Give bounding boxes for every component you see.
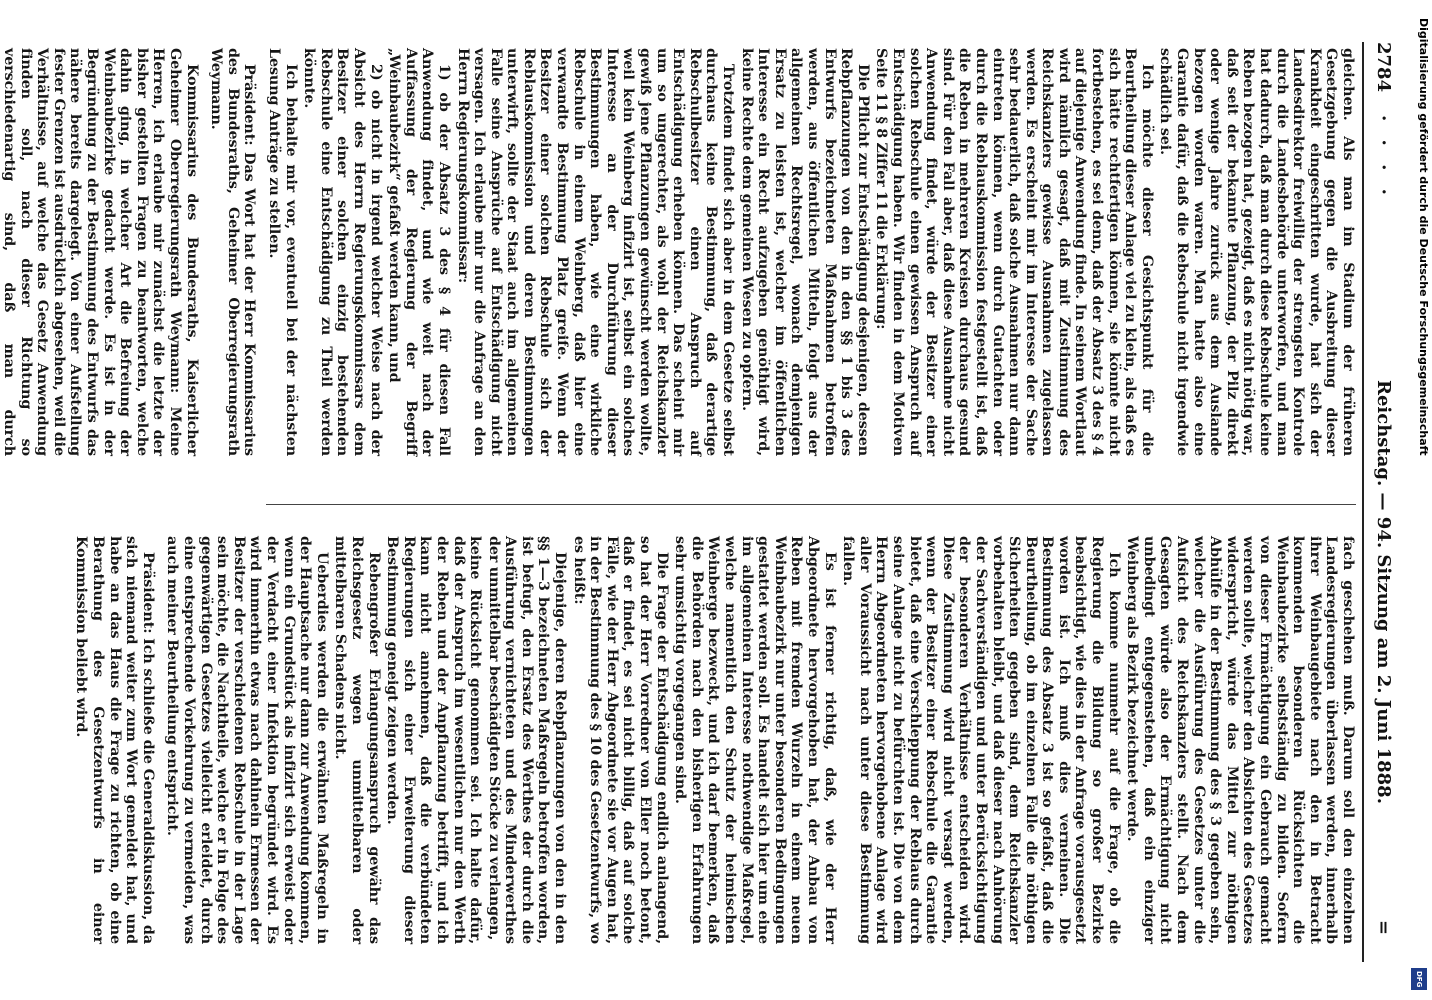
paragraph: gleichen. Als man im Stadium der früheren Gesetzgebung gegen die Ausbreitung dieser Krankheit eingeschritten wurde, hat sich der Landesdirektor freiwillig der strengsten Kontrole durch die Landesbehörde unterworfen, und man hat dadurch, daß man durch diese Rebschule keine Reben bezogen hat, gezeigt, daß es nicht nötig war, daß seit der bekannte Pflanzung, der Pilz direkt oder wenige Jahre zurück aus dem Auslande bezogen worden waren. Man hatte also eine Garantie dafür, daß die Rebschule nicht irgendwie schädlich sei. bbox=[1157, 48, 1356, 456]
paragraph: Die Frage der Entschädigung endlich anlangend, so hat der Herr Vorredner von Eller noch betont, daß er findet, es sei nicht billig, daß auf solche Fälle, wie der Herr Abgeordnete sie vor Augen hat, in der Bestimmung des § 10 des Gesetzentwurfs, wo es heißt: bbox=[570, 536, 670, 944]
paragraph: Präsident: Ich schließe die Generaldiskussion, da sich niemand weiter zum Wort gemeldet hat, und habe an das Haus die Frage zu richten, ob eine Berathung des Gesetzentwurfs in einer Kommission beliebt wird. bbox=[73, 536, 156, 944]
left-column bbox=[1, 48, 1356, 456]
header-rule bbox=[1362, 42, 1364, 962]
header-dashes: · · · · bbox=[1373, 115, 1394, 201]
paragraph: Ich komme nunmehr auf die Frage, ob die Regierung die Bildung so großer Bezirke beabsichtigt, wie dies in der Anfrage vorausgesetzt worden ist. Ich muß dies verneinen. Die Bestimmung des Absatz 3 ist so gefaßt, daß die Beurtheilung, ob im einzelnen Falle die nöthigen Sicherheiten gegeben sind, dem Reichskanzler vorbehalten bleibt, und daß dieser nach Anhörung der Sachverständigen und unter Berücksichtigung der besonderen Verhältnisse entscheiden wird. Diese Zustimmung wird nicht versagt werden, wenn der Besitzer einer Rebschule die Garantie bietet, daß eine Verschleppung der Reblaus durch seine Anlage nicht zu befürchten ist. Die von dem Herrn Abgeordneten hervorgehobene Anlage wird aller Voraussicht nach unter diese Bestimmung fallen. bbox=[840, 536, 1122, 944]
header-mark: = bbox=[1373, 920, 1394, 936]
document-page bbox=[0, 20, 1400, 980]
page-number: 2784 bbox=[1373, 42, 1394, 93]
paragraph: Rebengroßer Erlangungsanspruch gewähr das Reichsgesetz wegen unmittelbaren oder mittelbaren Schadens nicht. bbox=[332, 536, 382, 944]
paragraph: Die Pflicht zur Entschädigung desjenigen, dessen Rebpflanzungen von den in den §§ 1 bis 3 des Entwurfs bezeichneten Maßnahmen betroffen werden, aus öffentlichen Mitteln, folgt aus der allgemeinen Rechtsregel, wonach demjenigen Ersatz zu leisten ist, welcher im öffentlichen Interesse ein Recht aufzugeben genöthigt wird, keine Rechte dem gemeinen Wesen zu opfern. bbox=[738, 48, 871, 456]
page-header bbox=[1368, 20, 1394, 980]
paragraph: Ich behalte mir vor, eventuell bei der nächsten Lesung Anträge zu stellen. bbox=[266, 48, 299, 456]
column-divider bbox=[266, 504, 1356, 505]
running-title: Reichstag. — 94. Sitzung am 2. Juni 1888. bbox=[1373, 380, 1394, 804]
digitization-footer bbox=[1406, 0, 1432, 1000]
paragraph: 2) ob nicht in irgend welcher Weise nach der Absicht des Herrn Regierungskommissars dem Besitzer einer solchen einzig bestehenden Rebschule eine Entschädigung zu Theil werden könnte. bbox=[301, 48, 384, 456]
right-column bbox=[73, 536, 1356, 944]
paragraph: Trotzdem findet sich aber in dem Gesetze selbst durchaus keine Bestimmung, daß derartige Rebschulbesitzer einen Anspruch auf Entschädigung erheben können. Das scheint mir um so ungerechter, als wohl der Reichskanzler gewiß jene Pflanzungen gewünscht werden wollte, weil kein Weinberg infizirt ist, selbst ein solches Interesse an der Durchführung dieser Bestimmungen haben, wie eine wirkliche Rebschule in einem Weinberg, daß hier eine verwandte Bestimmung Platz greife. Wenn der Besitzer einer solchen Rebschule sich der Reblauskommission und deren Bestimmungen unterwirft, sollte der Staat auch im allgemeinen Falle seine Ansprüche auf Entschädigung nicht versagen. Ich erlaube mir nur die Anfrage an den Herrn Regierungskommissar: bbox=[454, 48, 737, 456]
paragraph: Präsident: Das Wort hat der Herr Kommissarius des Bundesraths, Geheimer Oberregierungsrath Weymann. bbox=[208, 48, 258, 456]
paragraph: 1) ob der Absatz 3 des § 4 für diesen Fall Anwendung findet, und wie weit nach der Auffassung der Regierung der Begriff „Weinbaubezirk“ gefaßt werden kann, und bbox=[386, 48, 452, 456]
paragraph: Ich möchte dieser Gesichtspunkt für die Beurtheilung dieser Anlage viel zu klein, als daß es sich hätte rechtfertigen können, sie könnte nicht fortbestehen, es sei denn, daß der Absatz 3 des § 4 auf diejenige Anwendung finde. In seinem Wortlaut wird nämlich gesagt, daß mit Zustimmung des Reichskanzlers gewisse Ausnahmen zugelassen werden. Es erscheint mir im Interesse der Sache sehr bedauerlich, daß solche Ausnahmen nur dann eintreten können, wenn durch Gutachten oder durch die Reblauskommission festgestellt ist, daß die Reben in mehreren Kreisen durchaus gesund sind. Für den Fall aber, daß diese Ausnahme nicht Anwendung findet, würde der Besitzer einer solchen Rebschule einen gewissen Anspruch auf Entschädigung haben. Wir finden in dem Motiven Seite 11 § 8 Ziffer 11 die Erklärung: bbox=[873, 48, 1155, 456]
paragraph: Es ist ferner richtig, daß, wie der Herr Abgeordnete hervorgehoben hat, der Anbau von Reben mit fremden Wurzeln in einem neuen Weinbaubezirk nur unter besonderen Bedingungen gestattet werden soll. Es handelt sich hier um eine im allgemeinen Interesse nothwendige Maßregel, welche namentlich den Schutz der heimischen Weinberge bezweckt, und ich darf bemerken, daß die Behörden nach den bisherigen Erfahrungen sehr umsichtig vorgegangen sind. bbox=[672, 536, 838, 944]
dfg-logo-icon: DFG bbox=[1411, 968, 1427, 990]
paragraph: keine Rücksicht genommen sei. Ich halte dafür, daß der Anspruch im wesentlichen nur den Werth der Reben und der Anpflanzung betrifft, und ich kann nicht annehmen, daß die verbündeten Regierungen sich einer Erweiterung dieser Bestimmung geneigt zeigen werden. bbox=[384, 536, 484, 944]
footer-credit: Digitalisierung gefördert durch die Deutsche Forschungsgemeinschaft bbox=[1417, 18, 1430, 456]
paragraph: Ueberdies werden die erwähnten Maßregeln in der Hauptsache nur dann zur Anwendung kommen, wenn ein Grundstück als infizirt sich erweist oder der Verdacht einer Infektion begründet wird. Es wird immerhin etwas nach dahinein Ermessen der Besitzer der verschiedenen Rebschule in der Lage sein möchte, die Nachtheile, welche er in Folge des gegenwärtigen Gesetzes vielleicht erleidet, durch eine entsprechende Vorkehrung zu vermeiden, was auch meiner Beurtheilung entspricht. bbox=[164, 536, 330, 944]
paragraph: Diejenige, deren Rebpflanzungen von den in den §§ 1—3 bezeichneten Maßregeln betroffen worden, ist befugt, den Ersatz des Werthes der durch die Ausführung vernichteten und des Minderwerthes der unmittelbar beschädigten Stöcke zu verlangen, bbox=[485, 536, 569, 944]
paragraph: Kommissarius des Bundesraths, Kaiserlicher Geheimer Oberregierungsrath Weymann: Meine Herren, ich erlaube mir zunächst die letzte der bisher gestellten Fragen zu beantworten, welche dahin ging, in welcher Art die Befreiung der Weinbaubezirke gedacht werde. Es ist in der Begründung zu der Bestimmung des Entwurfs das nähere bereits dargelegt. Von einer Aufstellung fester Grenzen ist ausdrücklich abgesehen, weil die Verhältnisse, auf welche das Gesetz Anwendung finden soll, nach dieser Richtung so verschiedenartig sind, daß man durch bbox=[1, 48, 200, 456]
paragraph: fach geschehen muß. Darum soll den einzelnen Landesregierungen überlassen werden, innerhalb ihrer Weinbaugebiete nach den in Betracht kommenden besonderen Rücksichten die Weinbaubezirke selbstständig zu bilden. Sofern von dieser Ermächtigung ein Gebrauch gemacht werden sollte, welcher den Absichten des Gesetzes widerspricht, würde das Mittel zur nöthigen Abhülfe in der Bestimmung des § 3 gegeben sein, welcher die Ausführung des Gesetzes unter die Aufsicht des Reichskanzlers stellt. Nach dem Gesagten würde also der Ermächtigung nicht unbedingt entgegenstehen, daß ein einziger Weinberg als Bezirk bezeichnet werde. bbox=[1124, 536, 1356, 944]
